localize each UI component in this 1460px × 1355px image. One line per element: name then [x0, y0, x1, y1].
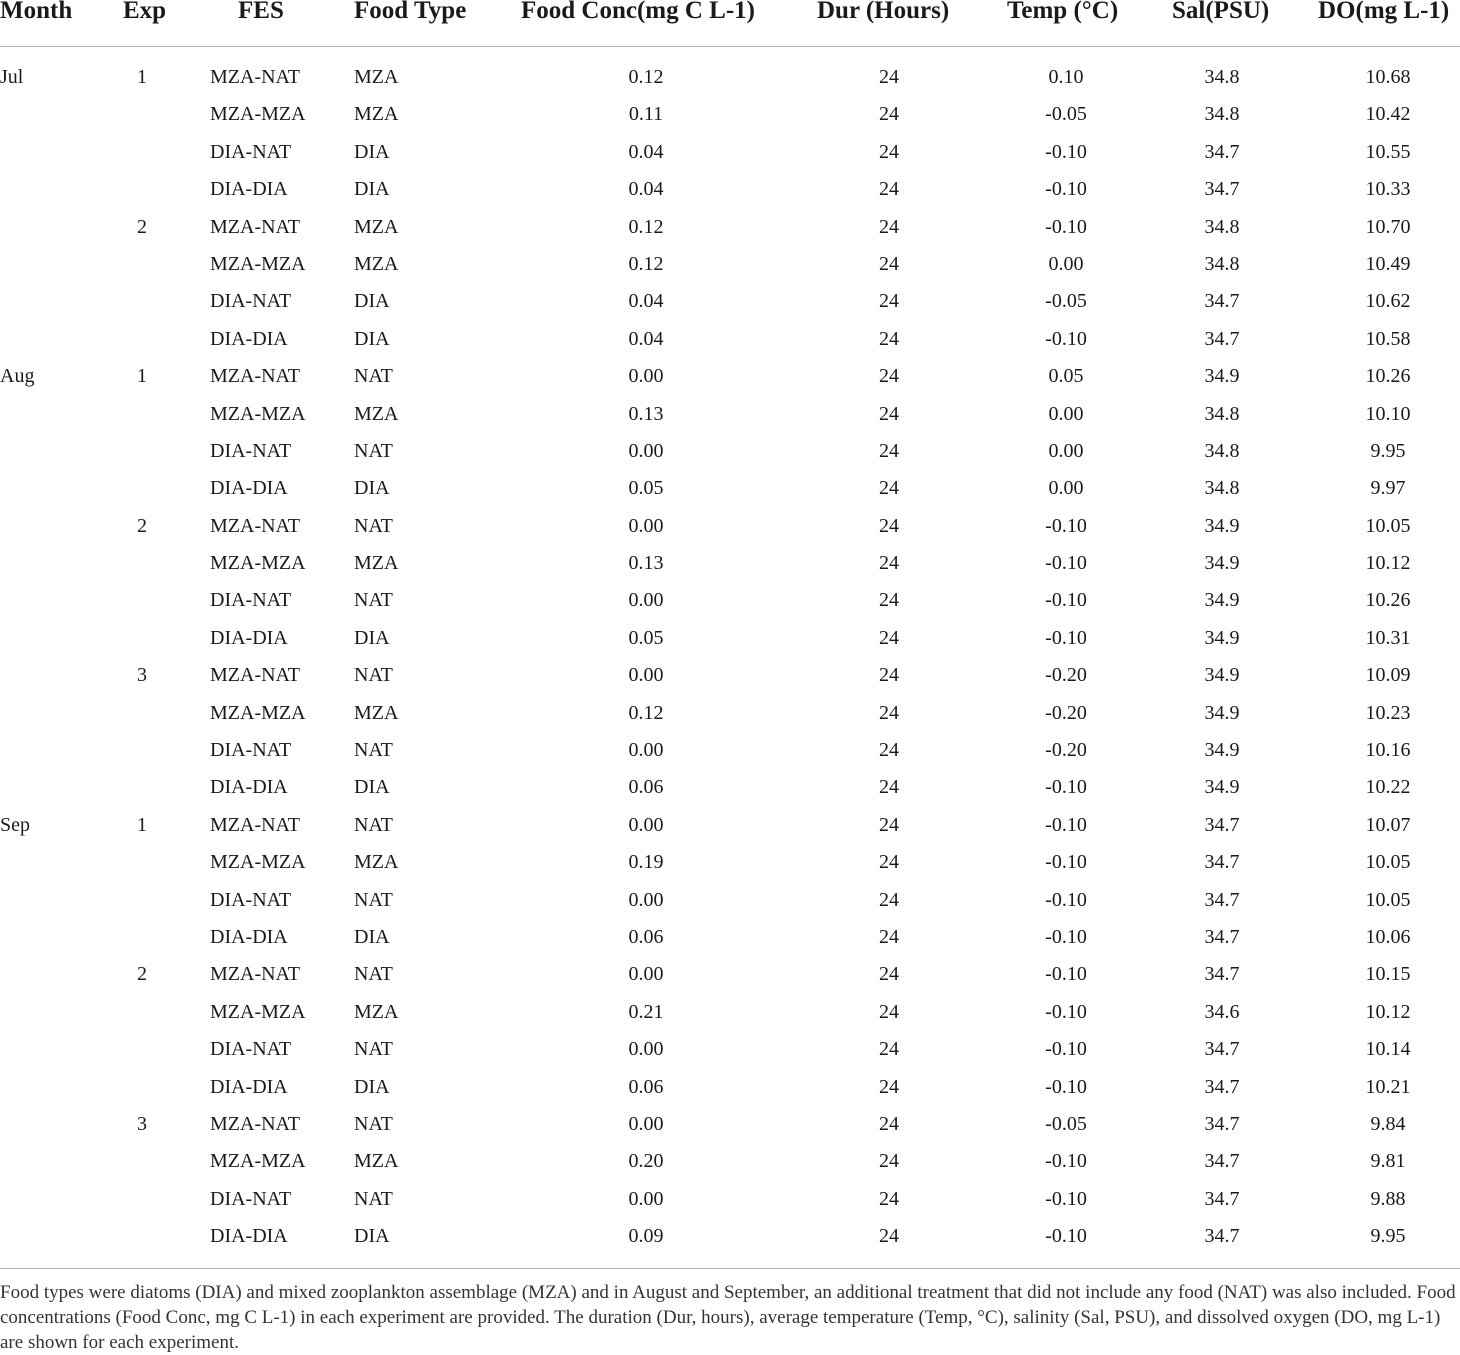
table-row — [0, 358, 1460, 395]
column-header-food-conc: Food Conc(mg C L-1) — [521, 0, 756, 24]
cell-food-conc: 0.00 — [628, 514, 664, 537]
cell-dur: 24 — [879, 1225, 899, 1248]
cell-food-type: MZA — [354, 851, 399, 874]
cell-sal: 34.8 — [1204, 103, 1240, 126]
cell-do: 10.42 — [1365, 103, 1411, 126]
table-row — [0, 283, 1460, 320]
table-row — [0, 994, 1460, 1031]
cell-food-conc: 0.20 — [628, 1150, 664, 1173]
cell-food-type: DIA — [354, 1225, 390, 1248]
table-footnote: Food types were diatoms (DIA) and mixed zooplankton assemblage (MZA) and in August and September, an additional treatment that did not include any food (NAT) was also included. Food concentrations (Food Conc, mg C L-1) in each experiment are provided. The duration (Dur, hours), average temperature (Temp, °C), salinity (Sal, PSU), and dissolved oxygen (DO, mg L-1) are shown for each experiment. — [0, 1282, 1456, 1353]
cell-food-conc: 0.12 — [628, 215, 664, 238]
cell-food-type: MZA — [354, 701, 399, 724]
cell-temp: -0.10 — [1045, 851, 1087, 874]
cell-fes: MZA-MZA — [210, 552, 306, 575]
cell-dur: 24 — [879, 477, 899, 500]
cell-food-type: NAT — [354, 1187, 393, 1210]
cell-food-conc: 0.12 — [628, 701, 664, 724]
cell-fes: DIA-DIA — [210, 1225, 288, 1248]
cell-temp: -0.10 — [1045, 514, 1087, 537]
cell-temp: -0.05 — [1045, 1112, 1087, 1135]
table-row — [0, 396, 1460, 433]
cell-dur: 24 — [879, 776, 899, 799]
cell-temp: 0.00 — [1048, 402, 1084, 425]
table-row — [0, 433, 1460, 470]
cell-food-type: MZA — [354, 552, 399, 575]
cell-fes: DIA-NAT — [210, 439, 292, 462]
cell-temp: 0.05 — [1048, 365, 1084, 388]
cell-exp: 1 — [137, 813, 147, 836]
cell-sal: 34.7 — [1204, 178, 1240, 201]
cell-sal: 34.9 — [1204, 664, 1240, 687]
table-row — [0, 807, 1460, 844]
cell-exp: 1 — [137, 365, 147, 388]
cell-temp: -0.20 — [1045, 701, 1087, 724]
cell-temp: -0.10 — [1045, 178, 1087, 201]
cell-sal: 34.6 — [1204, 1000, 1240, 1023]
cell-dur: 24 — [879, 1187, 899, 1210]
cell-temp: -0.05 — [1045, 290, 1087, 313]
table-row — [0, 769, 1460, 806]
cell-do: 10.23 — [1365, 701, 1411, 724]
cell-fes: DIA-DIA — [210, 1075, 288, 1098]
cell-food-type: DIA — [354, 290, 390, 313]
cell-do: 10.12 — [1365, 1000, 1411, 1023]
column-header-sal: Sal(PSU) — [1172, 0, 1270, 24]
cell-do: 10.33 — [1365, 178, 1411, 201]
cell-do: 10.68 — [1365, 66, 1411, 88]
cell-food-conc: 0.06 — [628, 776, 664, 799]
cell-sal: 34.9 — [1204, 776, 1240, 799]
table-bottom-rule — [0, 1268, 1460, 1269]
cell-do: 10.15 — [1365, 963, 1411, 986]
table-row — [0, 1181, 1460, 1218]
cell-do: 10.05 — [1365, 888, 1411, 911]
cell-exp: 1 — [137, 66, 147, 88]
cell-do: 10.09 — [1365, 664, 1411, 687]
column-header-exp: Exp — [123, 0, 167, 24]
cell-dur: 24 — [879, 1150, 899, 1173]
cell-food-type: NAT — [354, 365, 393, 388]
cell-food-type: DIA — [354, 776, 390, 799]
cell-sal: 34.7 — [1204, 813, 1240, 836]
table-row — [0, 1218, 1460, 1255]
cell-do: 9.95 — [1370, 1225, 1406, 1248]
cell-dur: 24 — [879, 888, 899, 911]
cell-food-conc: 0.00 — [628, 589, 664, 612]
cell-sal: 34.9 — [1204, 365, 1240, 388]
cell-sal: 34.7 — [1204, 327, 1240, 350]
cell-food-conc: 0.06 — [628, 925, 664, 948]
cell-sal: 34.7 — [1204, 140, 1240, 163]
cell-dur: 24 — [879, 1075, 899, 1098]
column-header-dur: Dur (Hours) — [817, 0, 950, 24]
cell-fes: DIA-DIA — [210, 925, 288, 948]
cell-sal: 34.7 — [1204, 1075, 1240, 1098]
cell-food-conc: 0.00 — [628, 963, 664, 986]
cell-temp: -0.10 — [1045, 626, 1087, 649]
table-row — [0, 545, 1460, 582]
cell-temp: -0.10 — [1045, 1075, 1087, 1098]
cell-temp: 0.10 — [1048, 66, 1084, 88]
cell-dur: 24 — [879, 178, 899, 201]
cell-dur: 24 — [879, 252, 899, 275]
cell-fes: DIA-DIA — [210, 178, 288, 201]
cell-temp: -0.10 — [1045, 1225, 1087, 1248]
table-row — [0, 134, 1460, 171]
cell-sal: 34.9 — [1204, 552, 1240, 575]
cell-food-conc: 0.09 — [628, 1225, 664, 1248]
cell-fes: DIA-NAT — [210, 739, 292, 762]
cell-fes: MZA-MZA — [210, 1150, 306, 1173]
cell-temp: -0.10 — [1045, 1187, 1087, 1210]
cell-do: 10.16 — [1365, 739, 1411, 762]
cell-food-type: DIA — [354, 140, 390, 163]
table-row — [0, 470, 1460, 507]
cell-food-type: MZA — [354, 252, 399, 275]
cell-sal: 34.7 — [1204, 1112, 1240, 1135]
table-row — [0, 620, 1460, 657]
cell-food-conc: 0.00 — [628, 813, 664, 836]
cell-food-type: DIA — [354, 1075, 390, 1098]
cell-sal: 34.7 — [1204, 963, 1240, 986]
cell-temp: -0.20 — [1045, 739, 1087, 762]
cell-temp: -0.10 — [1045, 215, 1087, 238]
cell-food-conc: 0.05 — [628, 626, 664, 649]
cell-dur: 24 — [879, 290, 899, 313]
cell-food-conc: 0.00 — [628, 888, 664, 911]
cell-dur: 24 — [879, 215, 899, 238]
cell-temp: -0.10 — [1045, 888, 1087, 911]
cell-food-type: MZA — [354, 103, 399, 126]
cell-sal: 34.7 — [1204, 851, 1240, 874]
cell-fes: MZA-NAT — [210, 66, 300, 88]
cell-food-type: MZA — [354, 402, 399, 425]
cell-sal: 34.9 — [1204, 589, 1240, 612]
cell-sal: 34.7 — [1204, 925, 1240, 948]
cell-food-type: DIA — [354, 626, 390, 649]
cell-fes: MZA-MZA — [210, 402, 306, 425]
cell-temp: -0.05 — [1045, 103, 1087, 126]
cell-food-conc: 0.13 — [628, 402, 664, 425]
cell-dur: 24 — [879, 626, 899, 649]
cell-sal: 34.8 — [1204, 439, 1240, 462]
cell-exp: 3 — [137, 664, 147, 687]
table-row — [0, 246, 1460, 283]
cell-food-type: MZA — [354, 66, 399, 88]
cell-fes: MZA-MZA — [210, 701, 306, 724]
cell-food-conc: 0.00 — [628, 739, 664, 762]
cell-fes: DIA-NAT — [210, 140, 292, 163]
cell-sal: 34.7 — [1204, 1038, 1240, 1061]
cell-sal: 34.7 — [1204, 290, 1240, 313]
cell-dur: 24 — [879, 589, 899, 612]
cell-food-type: MZA — [354, 1150, 399, 1173]
cell-fes: MZA-MZA — [210, 1000, 306, 1023]
table-header — [0, 0, 1460, 47]
cell-sal: 34.8 — [1204, 477, 1240, 500]
cell-food-type: NAT — [354, 739, 393, 762]
column-header-fes: FES — [238, 0, 284, 24]
cell-food-conc: 0.12 — [628, 252, 664, 275]
cell-temp: -0.10 — [1045, 1038, 1087, 1061]
cell-food-type: NAT — [354, 589, 393, 612]
cell-sal: 34.7 — [1204, 1187, 1240, 1210]
cell-fes: MZA-NAT — [210, 963, 300, 986]
cell-dur: 24 — [879, 1038, 899, 1061]
cell-food-conc: 0.19 — [628, 851, 664, 874]
cell-dur: 24 — [879, 514, 899, 537]
cell-food-type: MZA — [354, 1000, 399, 1023]
cell-dur: 24 — [879, 813, 899, 836]
cell-temp: -0.10 — [1045, 963, 1087, 986]
cell-sal: 34.9 — [1204, 701, 1240, 724]
table-row — [0, 657, 1460, 694]
cell-temp: -0.10 — [1045, 140, 1087, 163]
cell-do: 10.70 — [1365, 215, 1411, 238]
cell-do: 10.62 — [1365, 290, 1411, 313]
cell-temp: 0.00 — [1048, 477, 1084, 500]
cell-food-type: NAT — [354, 888, 393, 911]
cell-dur: 24 — [879, 327, 899, 350]
cell-do: 10.05 — [1365, 514, 1411, 537]
cell-food-conc: 0.04 — [628, 178, 664, 201]
cell-month: Aug — [0, 365, 35, 388]
cell-dur: 24 — [879, 140, 899, 163]
cell-food-type: NAT — [354, 963, 393, 986]
cell-fes: DIA-DIA — [210, 327, 288, 350]
cell-do: 10.12 — [1365, 552, 1411, 575]
cell-food-conc: 0.00 — [628, 365, 664, 388]
table-row — [0, 321, 1460, 358]
table-row — [0, 732, 1460, 769]
table-row — [0, 1069, 1460, 1106]
cell-do: 10.06 — [1365, 925, 1411, 948]
cell-food-type: NAT — [354, 664, 393, 687]
cell-month: Jul — [0, 66, 24, 88]
cell-exp: 2 — [137, 514, 147, 537]
cell-fes: DIA-NAT — [210, 1187, 292, 1210]
cell-exp: 3 — [137, 1112, 147, 1135]
cell-do: 10.55 — [1365, 140, 1411, 163]
cell-dur: 24 — [879, 851, 899, 874]
cell-sal: 34.8 — [1204, 215, 1240, 238]
cell-food-conc: 0.06 — [628, 1075, 664, 1098]
cell-food-type: NAT — [354, 1112, 393, 1135]
cell-dur: 24 — [879, 365, 899, 388]
cell-sal: 34.7 — [1204, 1225, 1240, 1248]
cell-sal: 34.8 — [1204, 252, 1240, 275]
cell-fes: DIA-NAT — [210, 1038, 292, 1061]
cell-do: 10.31 — [1365, 626, 1411, 649]
cell-fes: DIA-DIA — [210, 626, 288, 649]
cell-do: 10.58 — [1365, 327, 1411, 350]
cell-do: 10.10 — [1365, 402, 1411, 425]
table-body — [0, 59, 1460, 1256]
cell-temp: -0.10 — [1045, 776, 1087, 799]
cell-temp: -0.10 — [1045, 327, 1087, 350]
cell-sal: 34.9 — [1204, 626, 1240, 649]
cell-food-type: NAT — [354, 514, 393, 537]
cell-month: Sep — [0, 813, 30, 836]
cell-fes: MZA-MZA — [210, 103, 306, 126]
cell-fes: MZA-NAT — [210, 215, 300, 238]
cell-do: 10.26 — [1365, 365, 1411, 388]
cell-dur: 24 — [879, 1000, 899, 1023]
cell-food-conc: 0.00 — [628, 1112, 664, 1135]
table-row — [0, 582, 1460, 619]
cell-temp: 0.00 — [1048, 439, 1084, 462]
cell-exp: 2 — [137, 963, 147, 986]
cell-food-type: DIA — [354, 327, 390, 350]
cell-food-conc: 0.00 — [628, 439, 664, 462]
cell-temp: 0.00 — [1048, 252, 1084, 275]
cell-dur: 24 — [879, 402, 899, 425]
cell-sal: 34.7 — [1204, 1150, 1240, 1173]
cell-food-conc: 0.00 — [628, 1038, 664, 1061]
cell-fes: DIA-DIA — [210, 477, 288, 500]
cell-temp: -0.10 — [1045, 813, 1087, 836]
cell-food-conc: 0.04 — [628, 327, 664, 350]
cell-food-type: MZA — [354, 215, 399, 238]
cell-dur: 24 — [879, 552, 899, 575]
table-row — [0, 1031, 1460, 1068]
cell-fes: MZA-NAT — [210, 1112, 300, 1135]
cell-fes: MZA-NAT — [210, 813, 300, 836]
cell-fes: MZA-NAT — [210, 365, 300, 388]
cell-do: 9.84 — [1370, 1112, 1406, 1135]
table-row — [0, 59, 1460, 96]
table-row — [0, 1143, 1460, 1180]
table-row — [0, 919, 1460, 956]
cell-dur: 24 — [879, 664, 899, 687]
cell-temp: -0.10 — [1045, 552, 1087, 575]
cell-exp: 2 — [137, 215, 147, 238]
cell-do: 10.49 — [1365, 252, 1411, 275]
cell-fes: MZA-MZA — [210, 252, 306, 275]
cell-food-type: DIA — [354, 925, 390, 948]
cell-food-conc: 0.05 — [628, 477, 664, 500]
cell-do: 10.21 — [1365, 1075, 1411, 1098]
table-row — [0, 844, 1460, 881]
cell-fes: DIA-NAT — [210, 290, 292, 313]
cell-dur: 24 — [879, 925, 899, 948]
cell-dur: 24 — [879, 739, 899, 762]
cell-dur: 24 — [879, 701, 899, 724]
table-row — [0, 882, 1460, 919]
cell-food-type: NAT — [354, 813, 393, 836]
cell-dur: 24 — [879, 66, 899, 88]
table-row — [0, 171, 1460, 208]
cell-sal: 34.9 — [1204, 514, 1240, 537]
cell-do: 9.81 — [1370, 1150, 1406, 1173]
table-row — [0, 956, 1460, 993]
cell-food-conc: 0.11 — [628, 103, 664, 126]
cell-dur: 24 — [879, 963, 899, 986]
cell-sal: 34.8 — [1204, 66, 1240, 88]
table-row — [0, 508, 1460, 545]
cell-sal: 34.7 — [1204, 888, 1240, 911]
cell-dur: 24 — [879, 1112, 899, 1135]
cell-temp: -0.10 — [1045, 925, 1087, 948]
cell-do: 9.95 — [1370, 439, 1406, 462]
cell-food-type: DIA — [354, 477, 390, 500]
cell-do: 10.26 — [1365, 589, 1411, 612]
table-row — [0, 96, 1460, 133]
cell-dur: 24 — [879, 439, 899, 462]
cell-food-conc: 0.00 — [628, 1187, 664, 1210]
cell-temp: -0.10 — [1045, 1000, 1087, 1023]
cell-food-conc: 0.21 — [628, 1000, 664, 1023]
cell-do: 10.07 — [1365, 813, 1411, 836]
cell-fes: MZA-NAT — [210, 514, 300, 537]
cell-food-conc: 0.13 — [628, 552, 664, 575]
table-row — [0, 695, 1460, 732]
cell-do: 10.14 — [1365, 1038, 1411, 1061]
cell-food-conc: 0.00 — [628, 664, 664, 687]
column-header-temp: Temp (°C) — [1007, 0, 1119, 24]
cell-fes: MZA-NAT — [210, 664, 300, 687]
cell-do: 10.22 — [1365, 776, 1411, 799]
cell-do: 9.88 — [1370, 1187, 1406, 1210]
cell-fes: DIA-NAT — [210, 589, 292, 612]
table-row — [0, 209, 1460, 246]
cell-sal: 34.9 — [1204, 739, 1240, 762]
column-header-food-type: Food Type — [354, 0, 467, 24]
cell-food-type: NAT — [354, 1038, 393, 1061]
cell-do: 9.97 — [1370, 477, 1406, 500]
cell-do: 10.05 — [1365, 851, 1411, 874]
cell-food-conc: 0.04 — [628, 290, 664, 313]
cell-food-conc: 0.12 — [628, 66, 664, 88]
cell-food-type: NAT — [354, 439, 393, 462]
cell-food-type: DIA — [354, 178, 390, 201]
cell-dur: 24 — [879, 103, 899, 126]
table-row — [0, 1106, 1460, 1143]
cell-fes: MZA-MZA — [210, 851, 306, 874]
cell-temp: -0.10 — [1045, 589, 1087, 612]
cell-temp: -0.10 — [1045, 1150, 1087, 1173]
cell-fes: DIA-NAT — [210, 888, 292, 911]
cell-food-conc: 0.04 — [628, 140, 664, 163]
cell-fes: DIA-DIA — [210, 776, 288, 799]
cell-sal: 34.8 — [1204, 402, 1240, 425]
column-header-month: Month — [0, 0, 73, 24]
cell-temp: -0.20 — [1045, 664, 1087, 687]
column-header-do: DO(mg L-1) — [1318, 0, 1450, 24]
